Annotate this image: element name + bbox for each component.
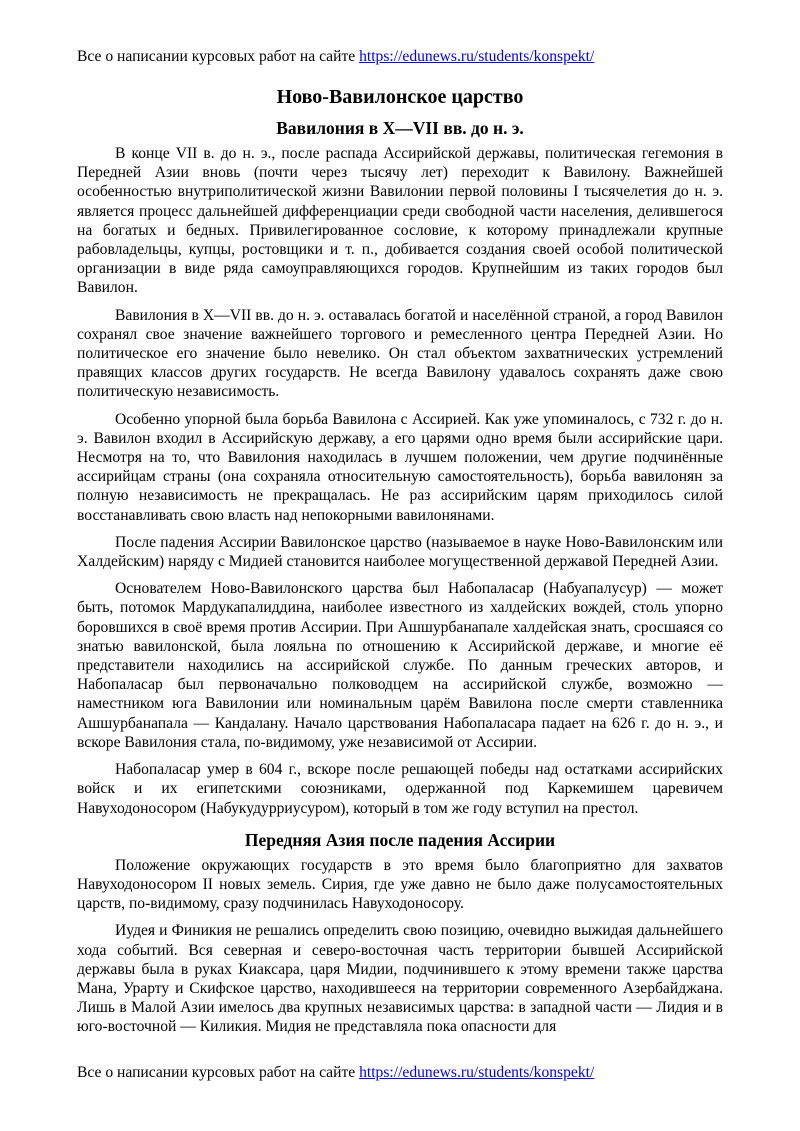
paragraph: Основателем Ново-Вавилонского царства был Набопаласар (Набуапалусур) — может быть, потомок Мардукапалиддина, наиболее известного из халдейских вождей, столь упорно боровшихся в своё время против Ассирии. При Ашшурбанапале халдейская знать, сросшаяся со знатью вавилонской, была лояльна по отношению к Ассирийской державе, и многие её представители находились на ассирийской службе. По данным греческих авторов, и Набопаласар был первоначально полководцем на ассирийской службе, возможно — наместником юга Вавилонии или номинальным царём Вавилона после смерти ставленника Ашшурбанапала — Кандалану. Начало царствования Набопаласара падает на 626 г. до н. э., и вскоре Вавилония стала, по-видимому, уже независимой от Ассирии. <box>77 580 723 751</box>
paragraph: Набопаласар умер в 604 г., вскоре после решающей победы над остатками ассирийских войск и их египетскими союзниками, одержанной под Каркемишем царевичем Навуходоносором (Набукудурриусуром), который в том же году вступил на престол. <box>77 761 723 817</box>
footer-link[interactable]: https://edunews.ru/students/konspekt/ <box>359 1064 595 1081</box>
document-title: Ново-Вавилонское царство <box>276 86 524 108</box>
paragraph: В конце VII в. до н. э., после распада Ассирийской державы, политическая гегемония в Передней Азии вновь (почти через тысячу лет) переходит к Вавилону. Важнейшей особенностью внутриполитической жизни Вавилонии первой половины I тысячелетия до н. э. является процесс дальнейшей дифференциации среди свободной части населения, делившегося на богатых и бедных. Привилегированное сословие, к которому принадлежали крупные рабовладельцы, купцы, ростовщики и т. п., добивается создания своей особой политической организации в виде ряда самоуправляющихся городов. Крупнейшим из таких городов был Вавилон. <box>77 145 723 297</box>
header-link[interactable]: https://edunews.ru/students/konspekt/ <box>359 48 595 65</box>
paragraph: Вавилония в X—VII вв. до н. э. оставалась богатой и населённой страной, а город Вавилон сохранял свое значение важнейшего торгового и ремесленного центра Передней Азии. Но политическое его значение было невелико. Он стал объектом захватнических устремлений правящих классов других государств. Не всегда Вавилону удавалось сохранять даже свою политическую независимость. <box>77 306 723 401</box>
paragraph: После падения Ассирии Вавилонское царство (называемое в науке Ново-Вавилонским или Халдейским) наряду с Мидией становится наиболее могущественной державой Передней Азии. <box>77 533 723 571</box>
document-body <box>77 84 723 1045</box>
section-heading: Вавилония в X—VII вв. до н. э. <box>276 118 524 138</box>
footer-text: Все о написании курсовых работ на сайте <box>77 1064 360 1081</box>
header-text: Все о написании курсовых работ на сайте <box>77 48 360 65</box>
paragraph: Особенно упорной была борьба Вавилона с Ассирией. Как уже упоминалось, с 732 г. до н. э. Вавилон входил в Ассирийскую державу, а его царями одно время были ассирийские цари. Несмотря на то, что Вавилония находилась в лучшем положении, чем другие подчинённые ассирийцам страны (она сохраняла относительную самостоятельность), борьба вавилонян за полную независимость не прекращалась. Не раз ассирийским царям приходилось силой восстанавливать свою власть над непокорными вавилонянами. <box>77 410 723 524</box>
section-heading: Передняя Азия после падения Ассирии <box>244 829 556 850</box>
paragraph: Положение окружающих государств в это время было благоприятно для захватов Навуходоносором II новых земель. Сирия, где уже давно не было даже полусамостоятельных царств, по-видимому, сразу подчинилась Навуходоносору. <box>77 856 723 913</box>
page-footer <box>77 1063 594 1083</box>
paragraph: Иудея и Финикия не решались определить свою позицию, очевидно выжидая дальнейшего хода событий. Вся северная и северо-восточная часть территории бывшей Ассирийской державы была в руках Киаксара, царя Мидии, подчинившего к этому времени также царства Мана, Урарту и Скифское царство, находившееся на территории современного Азербайджана. Лишь в Малой Азии имелось два крупных независимых царства: в западной части — Лидия и в юго-восточной — Киликия. Мидия не представляла пока опасности для <box>77 922 723 1036</box>
page-header <box>77 47 594 67</box>
